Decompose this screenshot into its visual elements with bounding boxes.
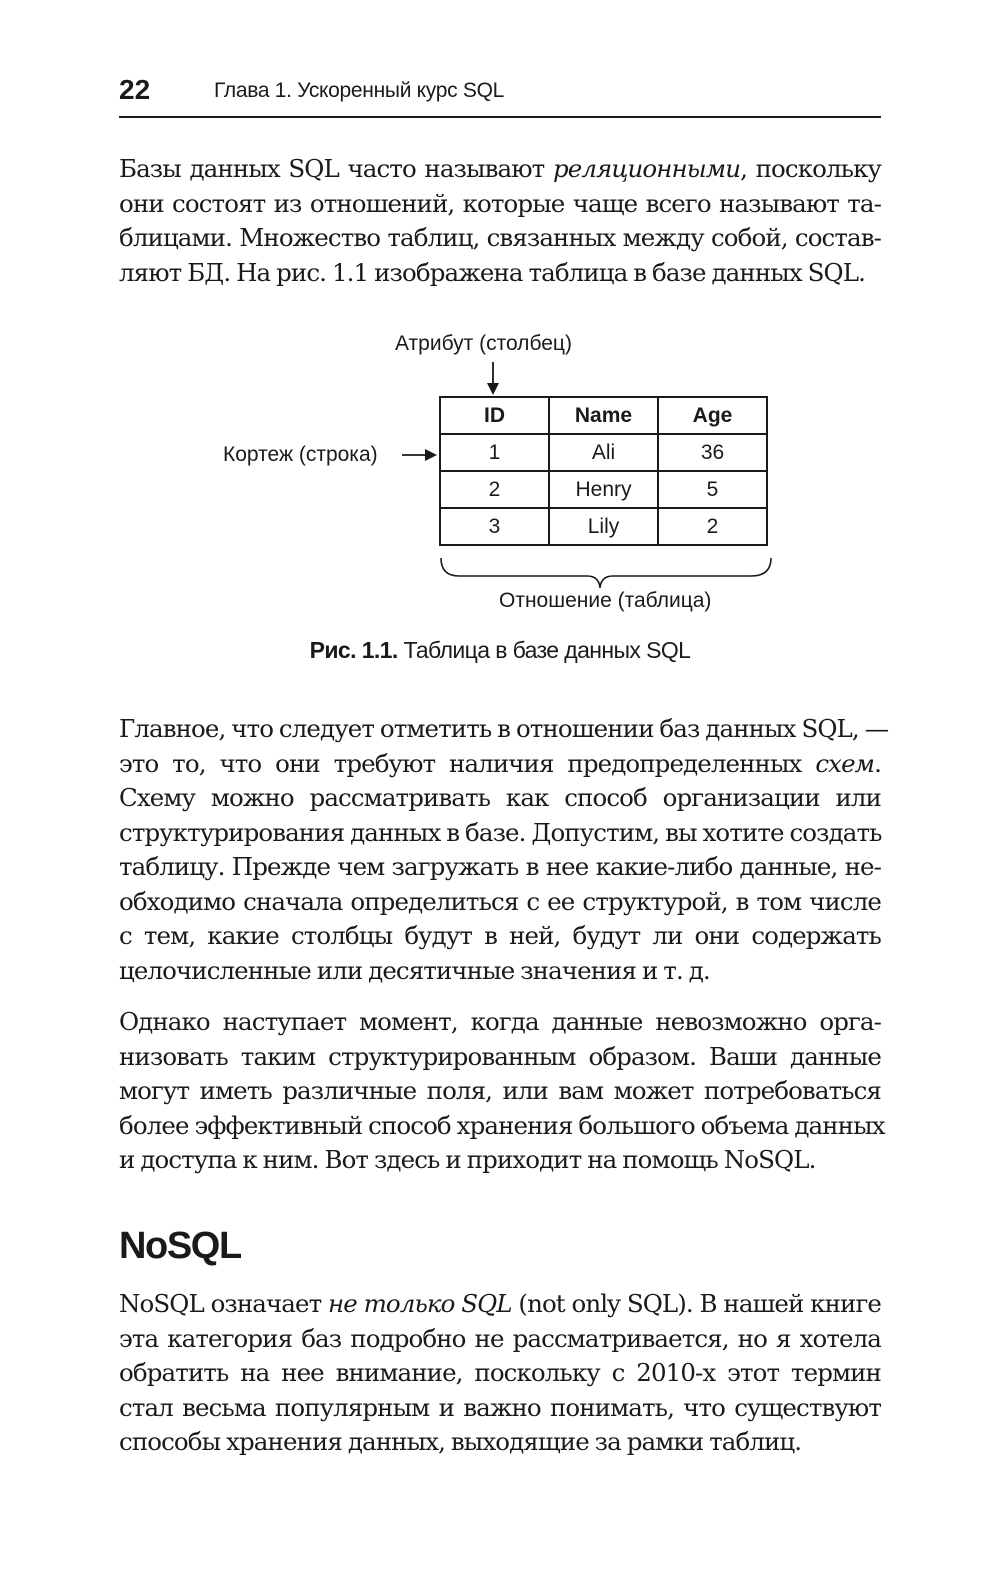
paragraph-3 [119,1005,885,1178]
paragraph-line: блицами. Множество таблиц, связанных между собой, состав- [119,223,881,252]
caption-text: Таблица в базе данных SQL [397,637,691,663]
paragraph-line: с тем, какие столбцы будут в ней, будут ли они содержать [119,921,881,950]
paragraph-1 [119,152,881,290]
page-number: 22 [119,74,151,105]
paragraph-line: способы хранения данных, выходящие за рамки таблиц. [119,1427,802,1456]
paragraph-line: обходимо сначала определиться с ее структурой, в том числе [119,886,881,916]
paragraph-line: Базы данных SQL часто называют реляционными, поскольку [119,154,882,183]
figure-caption [119,636,881,664]
column-header: Age [658,397,767,434]
relation-table [439,396,768,546]
table-header-row [440,397,767,434]
term-not-only-sql: не только SQL [328,1289,512,1318]
table-cell: Ali [549,434,658,471]
table-cell: 2 [440,471,549,508]
table-cell: 1 [440,434,549,471]
page-header [119,72,881,118]
paragraph-line: NoSQL означает не только SQL (not only SQL). В нашей книге [119,1289,881,1318]
attribute-label: Атрибут (столбец) [395,332,572,355]
paragraph-line: целочисленные или десятичные значения и т. д. [119,955,710,985]
paragraph-line: таблицу. Прежде чем загружать в нее какие-либо данные, не- [119,852,881,881]
term-relational: реляционными [552,154,741,183]
paragraph-2 [119,712,889,988]
section-heading: NoSQL [119,1225,241,1267]
arrow-down-icon [487,362,499,395]
paragraph-line: они состоят из отношений, которые чаще всего называют та- [119,188,881,218]
running-head: Глава 1. Ускоренный курс SQL [214,79,504,102]
paragraph-line: Схему можно рассматривать как способ организации или [119,783,881,812]
relation-label: Отношение (таблица) [499,589,712,612]
arrow-right-icon [402,449,437,461]
column-header: Name [549,397,658,434]
paragraph-line: могут иметь различные поля, или вам может потребоваться [119,1076,881,1105]
table-cell: 3 [440,508,549,545]
paragraph-line: Однако наступает момент, когда данные невозможно орга- [119,1007,881,1036]
paragraph-line: более эффективный способ хранения большого объема данных [119,1110,885,1140]
figure-1-1 [119,325,881,615]
paragraph-line: ляют БД. На рис. 1.1 изображена таблица в базе данных SQL. [119,257,865,287]
paragraph-line: эта категория баз подробно не рассматривается, но я хотела [119,1323,881,1353]
table-row [440,434,767,471]
paragraph-line: это то, что они требуют наличия предопределенных схем. [119,748,881,778]
table-cell: 36 [658,434,767,471]
brace-icon [441,558,771,588]
table-cell: Lily [549,508,658,545]
paragraph-line: стал весьма популярным и важно понимать, что существуют [119,1392,881,1422]
paragraph-line: структурирования данных в базе. Допустим, вы хотите создать [119,817,882,847]
table-row [440,471,767,508]
table-cell: 2 [658,508,767,545]
paragraph-line: низовать таким структурированным образом. Ваши данные [119,1041,881,1071]
table-cell: Henry [549,471,658,508]
column-header: ID [440,397,549,434]
tuple-label: Кортеж (строка) [223,443,378,466]
table-cell: 5 [658,471,767,508]
table-row [440,508,767,545]
paragraph-line: и доступа к ним. Вот здесь и приходит на помощь NoSQL. [119,1145,816,1174]
paragraph-line: Главное, что следует отметить в отношении баз данных SQL, — [119,714,889,743]
term-schemas: схем [815,748,875,778]
caption-number: Рис. 1.1. [309,637,398,663]
paragraph-line: обратить на нее внимание, поскольку с 2010-х этот термин [119,1358,881,1387]
paragraph-4 [119,1287,881,1460]
